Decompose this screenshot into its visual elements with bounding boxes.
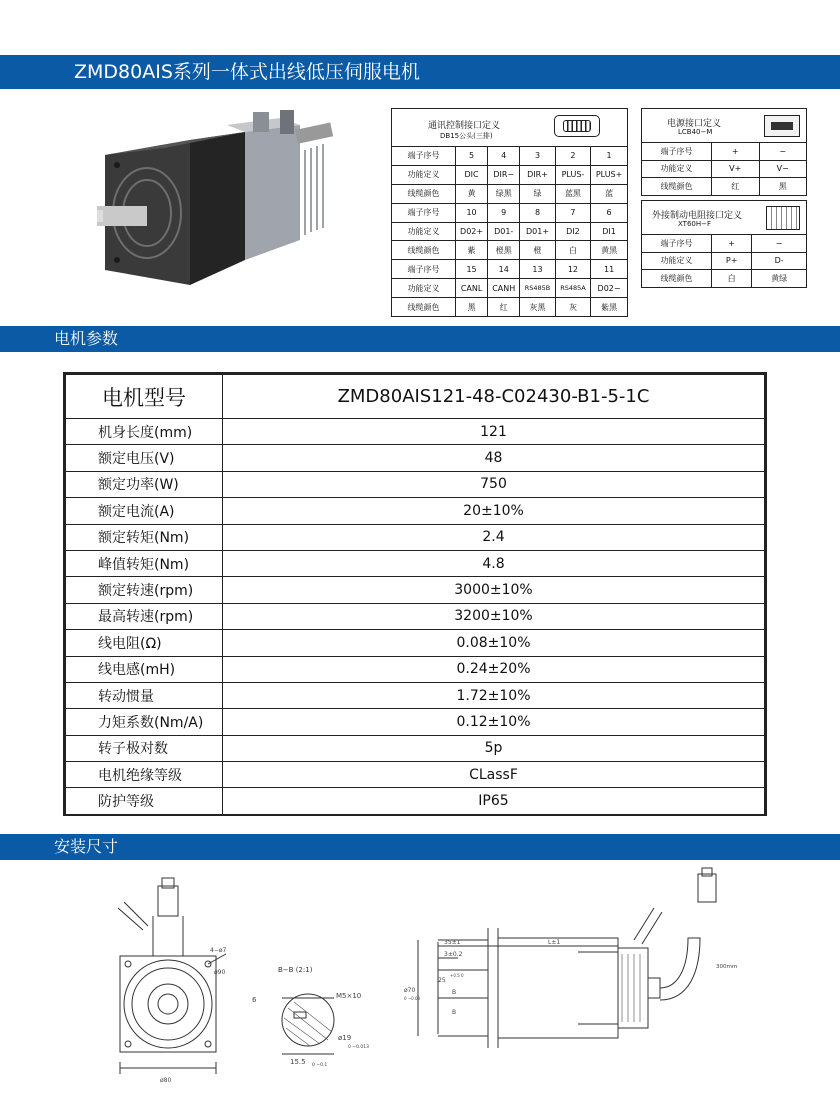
- table-row: [392, 260, 628, 279]
- section-banner-params: [0, 326, 840, 352]
- cell: 黑: [456, 298, 488, 317]
- table-row: [642, 235, 807, 253]
- row-label: 功能定义: [642, 252, 712, 270]
- row-label: 线缆颜色: [392, 241, 456, 260]
- row-label: 线缆颜色: [642, 178, 712, 196]
- comm-interface-table: [391, 108, 628, 317]
- row-label: 线缆颜色: [392, 184, 456, 203]
- cell: 6: [591, 203, 628, 222]
- dim-len-b: 3±0.2: [444, 951, 463, 958]
- motor-params-table: [65, 374, 765, 815]
- dim-key-h: 6: [252, 996, 257, 1004]
- section-banner-dims: [0, 834, 840, 860]
- cell: 白: [712, 270, 752, 288]
- section-title: B−B (2:1): [278, 966, 313, 974]
- table-row: [66, 445, 765, 471]
- table-row: [66, 630, 765, 656]
- cell: 2: [555, 147, 590, 166]
- comm-subtitle: DB15公头(三排): [440, 132, 493, 140]
- row-label: 端子序号: [642, 235, 712, 253]
- row-label: 功能定义: [642, 160, 712, 178]
- param-key: 线电感(mH): [66, 656, 223, 682]
- dim-len-l: L±1: [548, 939, 561, 946]
- brake-table-header: [642, 201, 807, 235]
- param-key: 额定电压(V): [66, 445, 223, 471]
- cell: 灰: [555, 298, 590, 317]
- table-row: [392, 203, 628, 222]
- power-title: 电源接口定义: [667, 119, 722, 129]
- cell: 7: [555, 203, 590, 222]
- cell: V−: [759, 160, 807, 178]
- param-key: 防护等级: [66, 788, 223, 814]
- param-value: 3000±10%: [223, 577, 765, 603]
- param-value: 3200±10%: [223, 603, 765, 629]
- cell: 8: [520, 203, 555, 222]
- cell: 黄黑: [591, 241, 628, 260]
- section-mark-b2: B: [452, 1009, 457, 1016]
- dim-len-c-tol: +0.5 0: [450, 973, 464, 978]
- table-row: [642, 270, 807, 288]
- param-value: 2.4: [223, 524, 765, 550]
- table-row: [66, 577, 765, 603]
- power-table-header: [642, 109, 807, 143]
- dim-shaft-tol: 0 −0.013: [348, 1045, 369, 1050]
- comm-table-header: [392, 109, 628, 147]
- cell: PLUS-: [555, 165, 590, 184]
- table-row: [66, 682, 765, 708]
- row-label: 功能定义: [392, 165, 456, 184]
- cell: 红: [488, 298, 520, 317]
- cell: DI1: [591, 222, 628, 241]
- brake-interface-table: [641, 200, 807, 288]
- row-label: 功能定义: [392, 222, 456, 241]
- param-value: 121: [223, 419, 765, 445]
- table-row: [66, 550, 765, 576]
- brake-title: 外接制动电阻接口定义: [652, 211, 743, 221]
- row-label: 功能定义: [392, 279, 456, 298]
- table-row: [66, 603, 765, 629]
- param-value: 5p: [223, 735, 765, 761]
- cell: 蓝: [591, 184, 628, 203]
- param-value: 0.24±20%: [223, 656, 765, 682]
- section-mark-b1: B: [452, 989, 457, 996]
- db15-connector-icon: [554, 115, 600, 137]
- cell: 10: [456, 203, 488, 222]
- dim-flat: 15.5: [290, 1058, 306, 1066]
- table-row: [392, 147, 628, 166]
- dim-width: ø80: [160, 1077, 172, 1084]
- param-value: 1.72±10%: [223, 682, 765, 708]
- dim-shaft: ø19: [338, 1034, 352, 1042]
- cell: 黄: [456, 184, 488, 203]
- cell: DIR−: [488, 165, 520, 184]
- param-key: 额定转矩(Nm): [66, 524, 223, 550]
- brake-connector-icon: [766, 206, 800, 230]
- param-key: 峰值转矩(Nm): [66, 550, 223, 576]
- cell: 14: [488, 260, 520, 279]
- cell: 4: [488, 147, 520, 166]
- table-row: [66, 471, 765, 497]
- cell: −: [752, 235, 807, 253]
- table-row: [392, 165, 628, 184]
- table-row: [392, 279, 628, 298]
- table-row: [642, 178, 807, 196]
- model-value: ZMD80AIS121-48-C02430-B1-5-1C: [223, 375, 765, 419]
- side-view-drawing: [398, 868, 743, 1073]
- cell: V+: [712, 160, 760, 178]
- power-interface-table: [641, 108, 807, 196]
- cell: D01+: [520, 222, 555, 241]
- cell: RS485B: [520, 279, 555, 298]
- cell: 黑: [759, 178, 807, 196]
- power-subtitle: LCB40−M: [678, 128, 713, 136]
- table-row: [392, 298, 628, 317]
- dim-pilot-tol: 0 −0.03: [404, 996, 421, 1001]
- cell: 紫: [456, 241, 488, 260]
- table-row: [66, 762, 765, 788]
- cell: 白: [555, 241, 590, 260]
- front-view-drawing: [98, 868, 243, 1086]
- cell: 蓝黑: [555, 184, 590, 203]
- param-key: 额定功率(W): [66, 471, 223, 497]
- param-value: 4.8: [223, 550, 765, 576]
- param-key: 最高转速(rpm): [66, 603, 223, 629]
- param-value: 750: [223, 471, 765, 497]
- cell: 12: [555, 260, 590, 279]
- cell: D01-: [488, 222, 520, 241]
- brake-subtitle: XT60H−F: [678, 220, 712, 228]
- cell: +: [712, 235, 752, 253]
- table-row: [66, 524, 765, 550]
- dim-holes: 4−ø7: [210, 947, 227, 954]
- power-connector-icon: [764, 115, 800, 137]
- cell: 黄绿: [752, 270, 807, 288]
- cell: D-: [752, 252, 807, 270]
- dim-pilot: ø70: [404, 987, 416, 994]
- table-row: [642, 143, 807, 161]
- param-key: 机身长度(mm): [66, 419, 223, 445]
- param-value: IP65: [223, 788, 765, 814]
- cell: 橙: [520, 241, 555, 260]
- cell: 绿黑: [488, 184, 520, 203]
- dim-thread: M5×10: [336, 992, 362, 1000]
- param-value: 0.12±10%: [223, 709, 765, 735]
- dim-cable: 300mm: [716, 964, 738, 970]
- cell: DIC: [456, 165, 488, 184]
- param-key: 线电阻(Ω): [66, 630, 223, 656]
- cell: DI2: [555, 222, 590, 241]
- param-key: 额定转速(rpm): [66, 577, 223, 603]
- table-row: [66, 709, 765, 735]
- row-label: 端子序号: [392, 147, 456, 166]
- cell: P+: [712, 252, 752, 270]
- cell: 紫黑: [591, 298, 628, 317]
- table-row: [392, 241, 628, 260]
- row-label: 线缆颜色: [642, 270, 712, 288]
- cell: D02+: [456, 222, 488, 241]
- comm-title: 通讯控制接口定义: [428, 121, 501, 131]
- section-title: 电机参数: [54, 329, 119, 348]
- cell: 11: [591, 260, 628, 279]
- cell: 灰黑: [520, 298, 555, 317]
- row-label: 线缆颜色: [392, 298, 456, 317]
- param-value: CLassF: [223, 762, 765, 788]
- model-label: 电机型号: [66, 375, 223, 419]
- cell: 橙黑: [488, 241, 520, 260]
- cell: 5: [456, 147, 488, 166]
- param-value: 20±10%: [223, 498, 765, 524]
- dim-flat-tol: 0 −0.1: [312, 1063, 328, 1068]
- table-row: [66, 656, 765, 682]
- section-bb-drawing: [248, 958, 369, 1068]
- table-row: [66, 735, 765, 761]
- cell: 1: [591, 147, 628, 166]
- cell: CANH: [488, 279, 520, 298]
- param-value: 48: [223, 445, 765, 471]
- param-key: 转动惯量: [66, 682, 223, 708]
- section-title: 安装尺寸: [54, 837, 119, 856]
- cell: 3: [520, 147, 555, 166]
- cell: 绿: [520, 184, 555, 203]
- param-key: 额定电流(A): [66, 498, 223, 524]
- row-label: 端子序号: [642, 143, 712, 161]
- table-row: [392, 184, 628, 203]
- table-row: [642, 160, 807, 178]
- dim-pcd: ø90: [214, 969, 226, 976]
- cell: PLUS+: [591, 165, 628, 184]
- cell: 15: [456, 260, 488, 279]
- motor-photo: [95, 110, 355, 300]
- table-row: [66, 498, 765, 524]
- param-key: 转子极对数: [66, 735, 223, 761]
- dim-len-c: 25: [438, 977, 446, 984]
- cell: −: [759, 143, 807, 161]
- cell: RS485A: [555, 279, 590, 298]
- cell: +: [712, 143, 760, 161]
- cell: 9: [488, 203, 520, 222]
- table-row: [66, 788, 765, 814]
- page-title-banner: [0, 55, 840, 89]
- cell: 红: [712, 178, 760, 196]
- param-key: 电机绝缘等级: [66, 762, 223, 788]
- table-row: [642, 252, 807, 270]
- row-label: 端子序号: [392, 203, 456, 222]
- page-title: ZMD80AIS系列一体式出线低压伺服电机: [74, 61, 420, 83]
- table-row: [392, 222, 628, 241]
- param-key: 力矩系数(Nm/A): [66, 709, 223, 735]
- cell: CANL: [456, 279, 488, 298]
- cell: D02−: [591, 279, 628, 298]
- table-row: [66, 375, 765, 419]
- cell: 13: [520, 260, 555, 279]
- cell: DIR+: [520, 165, 555, 184]
- row-label: 端子序号: [392, 260, 456, 279]
- dim-len-a: 35±1: [444, 939, 461, 946]
- table-row: [66, 419, 765, 445]
- param-value: 0.08±10%: [223, 630, 765, 656]
